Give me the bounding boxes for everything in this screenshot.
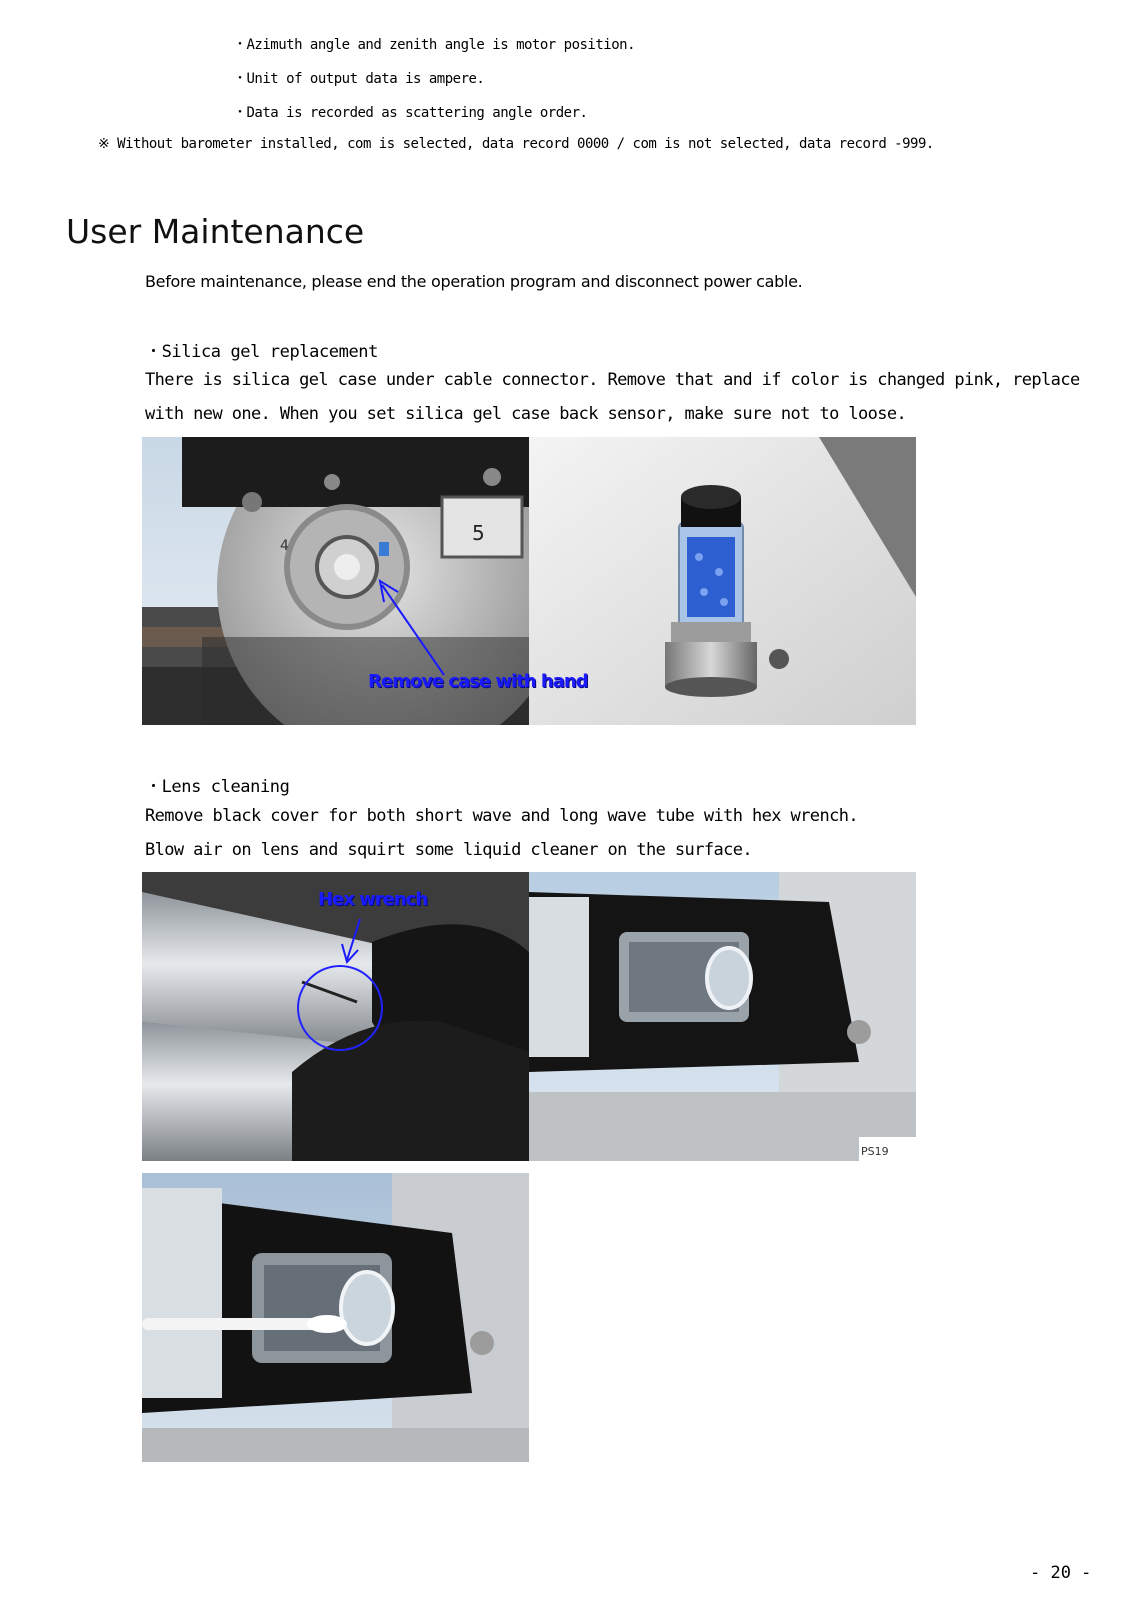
note-unit: ・Unit of output data is ampere. <box>233 71 485 87</box>
silica-line-2: with new one. When you set silica gel case back sensor, make sure not to loose. <box>145 404 907 424</box>
plate-number-5: 5 <box>472 521 485 545</box>
lens-line-1: Remove black cover for both short wave and long wave tube with hex wrench. <box>145 806 858 826</box>
silica-line-1: There is silica gel case under cable connector. Remove that and if color is changed pink, replace <box>145 370 1080 390</box>
lens-heading: ・Lens cleaning <box>145 777 290 797</box>
note-barometer: ※ Without barometer installed, com is selected, data record 0000 / com is not selected, data record -999. <box>98 136 934 152</box>
hex-wrench-callout-arrow <box>142 872 529 1161</box>
hex-wrench-callout-label: Hex wrench <box>318 889 428 910</box>
page-title: User Maintenance <box>66 212 365 251</box>
note-data-order: ・Data is recorded as scattering angle order. <box>233 105 588 121</box>
plate-number-4: 4 <box>280 538 289 554</box>
note-azimuth: ・Azimuth angle and zenith angle is motor position. <box>233 37 636 53</box>
page-number: - 20 - <box>1030 1563 1092 1583</box>
photo-lens-swab <box>142 1173 529 1462</box>
intro-text: Before maintenance, please end the operation program and disconnect power cable. <box>145 272 803 291</box>
silica-callout-label: Remove case with hand <box>368 671 588 692</box>
serial-label: PS19 <box>861 1145 889 1158</box>
lens-line-2: Blow air on lens and squirt some liquid cleaner on the surface. <box>145 840 752 860</box>
silica-heading: ・Silica gel replacement <box>145 342 378 362</box>
photo-open-tube <box>529 872 916 1161</box>
